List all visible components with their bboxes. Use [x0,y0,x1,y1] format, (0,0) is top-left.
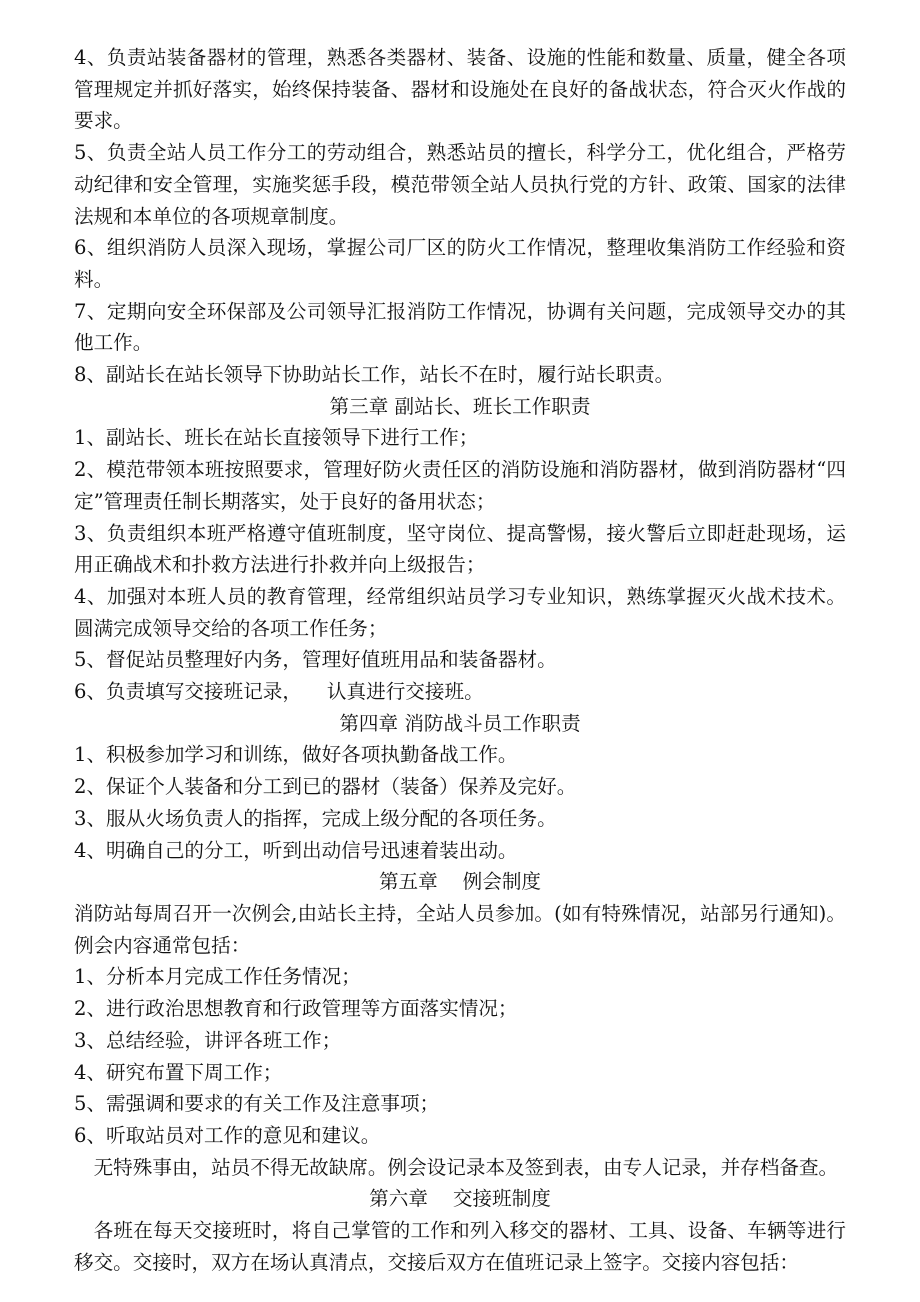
list-item: 1、副站长、班长在站长直接领导下进行工作； [74,426,479,450]
paragraph: 8、副站长在站长领导下协助站长工作，站长不在时，履行站长职责。 [74,363,675,387]
list-item: 5、需强调和要求的有关工作及注意事项； [74,1092,440,1116]
list-item: 3、服从火场负责人的指挥，完成上级分配的各项任务。 [74,806,557,830]
chapter-5-title: 第五章 例会制度 [378,870,542,894]
chapter-3-title: 第三章 副站长、班长工作职责 [329,394,591,418]
chapter-4-title: 第四章 消防战斗员工作职责 [339,711,581,735]
list-item: 6、听取站员对工作的意见和建议。 [74,1123,381,1147]
document-page [74,42,884,1278]
chapter-6-intro: 各班在每天交接班时，将自己掌管的工作和列入移交的器材、工具、设备、车辆等进行移交。交接时，双方在场认真清点，交接后双方在值班记录上签字。交接内容包括： [74,1219,846,1274]
list-item: 3、总结经验，讲评各班工作； [74,1028,342,1052]
list-item: 4、加强对本班人员的教育管理，经常组织站员学习专业知识，熟练掌握灭火战术技术。圆满完成领导交给的各项工作任务； [74,584,846,640]
list-item: 4、明确自己的分工，听到出动信号迅速着装出动。 [74,838,518,862]
paragraph: 6、组织消防人员深入现场，掌握公司厂区的防火工作情况，整理收集消防工作经验和资料。 [74,236,846,291]
list-item: 1、积极参加学习和训练，做好各项执勤备战工作。 [74,743,518,767]
list-item: 3、负责组织本班严格遵守值班制度，坚守岗位、提高警惕，接火警后立即赶赴现场，运用正确战术和扑救方法进行扑救并向上级报告； [74,521,846,577]
list-item: 2、保证个人装备和分工到已的器材（装备）保养及完好。 [74,775,577,799]
chapter-6-title: 第六章 交接班制度 [369,1187,551,1211]
list-item: 2、进行政治思想教育和行政管理等方面落实情况； [74,997,518,1021]
paragraph: 7、定期向安全环保部及公司领导汇报消防工作情况，协调有关问题，完成领导交办的其他工作。 [74,299,846,355]
list-item: 5、督促站员整理好内务，管理好值班用品和装备器材。 [74,648,557,672]
paragraph: 5、负责全站人员工作分工的劳动组合，熟悉站员的擅长，科学分工，优化组合，严格劳动纪律和安全管理，实施奖惩手段，模范带领全站人员执行党的方针、政策、国家的法律法规和本单位的各项规章制度。 [74,141,846,228]
chapter-5-intro: 消防站每周召开一次例会,由站长主持，全站人员参加。(如有特殊情况，站部另行通知)。 例会内容通常包括： [74,901,884,957]
list-item: 4、研究布置下周工作； [74,1060,283,1084]
chapter-5-closing: 无特殊事由，站员不得无故缺席。例会设记录本及签到表，由专人记录，并存档备查。 [93,1155,839,1179]
paragraph: 4、负责站装备器材的管理，熟悉各类器材、装备、设施的性能和数量、质量，健全各项管理规定并抓好落实，始终保持装备、器材和设施处在良好的备战状态，符合灭火作战的要求。 [74,46,846,133]
list-item: 2、模范带领本班按照要求，管理好防火责任区的消防设施和消防器材，做到消防器材“四定”管理责任制长期落实，处于良好的备用状态； [74,458,846,513]
list-item: 6、负责填写交接班记录， 认真进行交接班。 [74,680,484,704]
list-item: 1、分析本月完成工作任务情况； [74,965,361,989]
